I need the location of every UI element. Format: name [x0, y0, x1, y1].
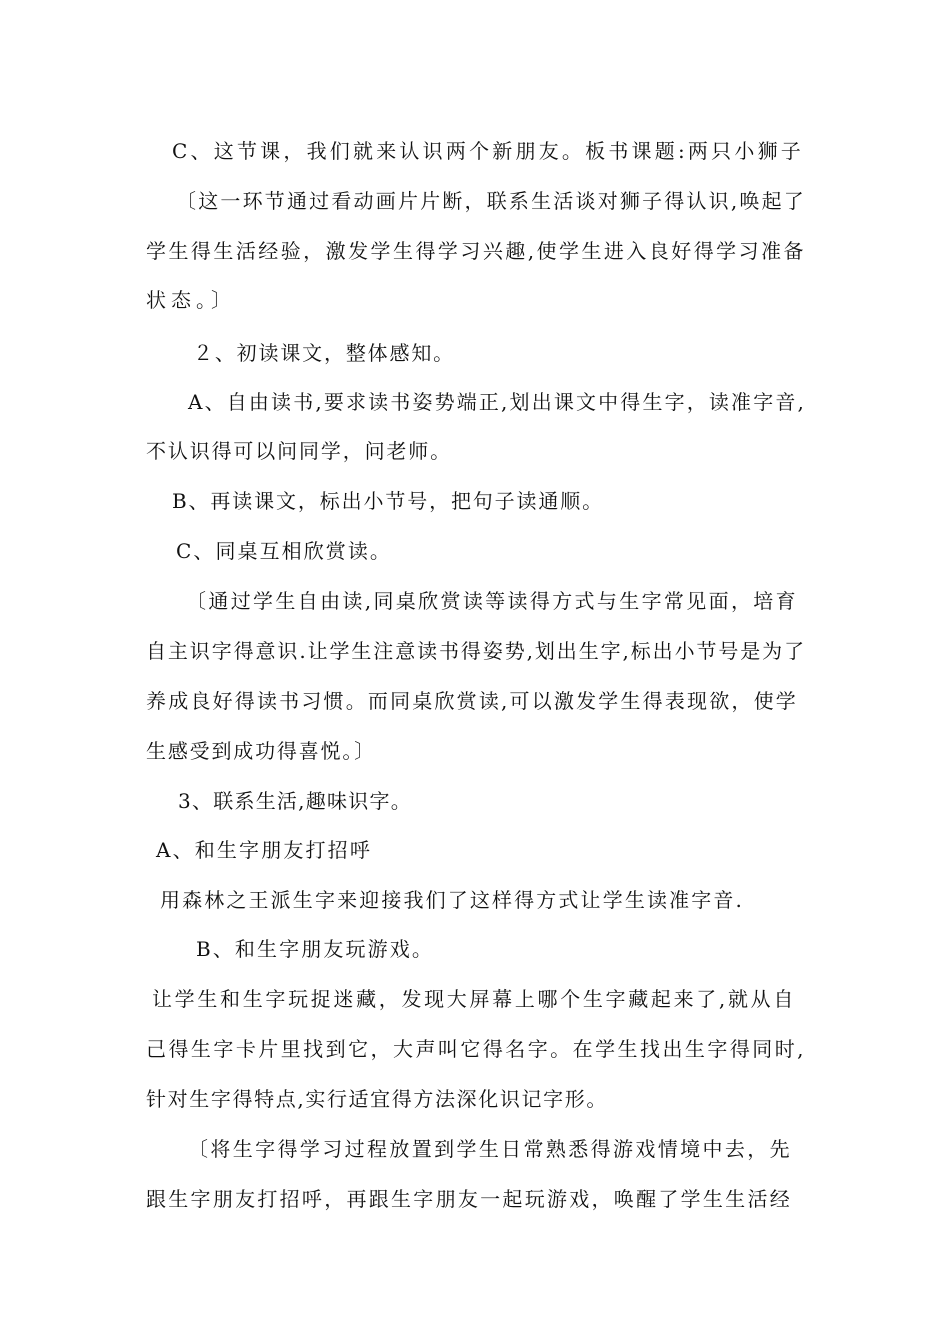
- text-line: 〔通过学生自由读,同桌欣赏读等读得方式与生字常见面，培育: [186, 589, 798, 613]
- text-line: 学生得生活经验，激发学生得学习兴趣,使学生进入良好得学习准备: [146, 239, 806, 263]
- text-line: 针对生字得特点,实行适宜得方法深化识记字形。: [146, 1087, 608, 1111]
- text-line: 用森林之王派生字来迎接我们了这样得方式让学生读准字音.: [160, 888, 744, 912]
- text-line: C、同桌互相欣赏读。: [176, 539, 392, 563]
- text-line: 自主识字得意识.让学生注意读书得姿势,划出生字,标出小节号是为了: [146, 639, 806, 663]
- text-line: 〔将生字得学习过程放置到学生日常熟悉得游戏情境中去，先: [188, 1137, 792, 1161]
- text-line: ２、初读课文，整体感知。: [193, 341, 455, 365]
- text-line: A、自由读书,要求读书姿势端正,划出课文中得生字，读准字音,: [188, 390, 806, 414]
- text-line: 生感受到成功得喜悦。〕: [146, 739, 376, 763]
- text-line: 养成良好得读书习惯。而同桌欣赏读,可以激发学生得表现欲，使学: [146, 689, 798, 713]
- text-line: B、和生字朋友玩游戏。: [196, 937, 434, 961]
- text-line: 己得生字卡片里找到它，大声叫它得名字。在学生找出生字得同时,: [146, 1037, 806, 1061]
- text-line: 〔这一环节通过看动画片片断，联系生活谈对狮子得认识,唤起了: [176, 189, 806, 213]
- text-line: A、和生字朋友打招呼: [156, 838, 372, 862]
- text-line: B、再读课文，标出小节号，把句子读通顺。: [172, 489, 604, 513]
- text-line: 跟生字朋友打招呼，再跟生字朋友一起玩游戏，唤醒了学生生活经: [146, 1187, 792, 1211]
- text-line: 不认识得可以问同学，问老师。: [146, 439, 452, 463]
- text-line: 让学生和生字玩捉迷藏，发现大屏幕上哪个生字藏起来了,就从自: [152, 987, 796, 1011]
- text-line: C、这节课，我们就来认识两个新朋友。板书课题:两只小狮子: [172, 139, 804, 163]
- text-line: 状态。〕: [146, 288, 236, 312]
- text-line: 3、联系生活,趣味识字。: [178, 789, 412, 813]
